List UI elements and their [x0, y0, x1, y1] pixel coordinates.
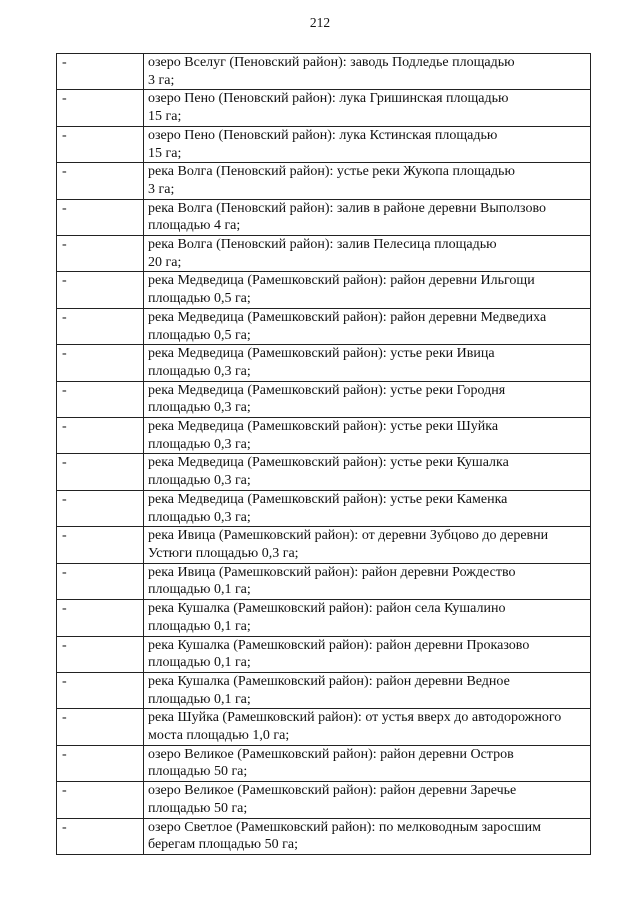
row-marker: -: [57, 563, 144, 599]
row-text-line-1: озеро Великое (Рамешковский район): район деревни Заречье: [148, 783, 517, 799]
row-marker: -: [57, 782, 144, 818]
row-marker: -: [57, 163, 144, 199]
row-text-line-1: озеро Светлое (Рамешковский район): по мелководным заросшим: [148, 819, 541, 835]
row-text-line-1: река Медведица (Рамешковский район): устье реки Ивица: [148, 346, 495, 362]
table-row: [57, 126, 591, 162]
row-text-line-1: река Кушалка (Рамешковский район): район деревни Ведное: [148, 673, 510, 689]
row-marker: -: [57, 381, 144, 417]
row-text: [144, 345, 591, 381]
row-text-line-2: площадью 50 га;: [148, 800, 248, 816]
row-text: [144, 672, 591, 708]
table-row: [57, 418, 591, 454]
row-text: [144, 745, 591, 781]
row-marker: -: [57, 236, 144, 272]
row-marker: -: [57, 345, 144, 381]
table-row: [57, 490, 591, 526]
row-marker: -: [57, 818, 144, 854]
row-marker: -: [57, 418, 144, 454]
row-text-line-1: озеро Великое (Рамешковский район): район деревни Остров: [148, 746, 514, 762]
row-text-line-2: площадью 0,5 га;: [148, 291, 251, 307]
table-row: [57, 454, 591, 490]
locations-table: [56, 53, 591, 855]
row-text-line-2: 20 га;: [148, 254, 182, 270]
row-text-line-2: 3 га;: [148, 72, 175, 88]
table-row: [57, 54, 591, 90]
row-text-line-1: река Медведица (Рамешковский район): район деревни Ильгощи: [148, 273, 535, 289]
page-number: 212: [309, 15, 331, 30]
row-marker: -: [57, 90, 144, 126]
row-text-line-2: площадью 0,3 га;: [148, 363, 251, 379]
row-marker: -: [57, 709, 144, 745]
row-marker: -: [57, 490, 144, 526]
row-text-line-1: река Волга (Пеновский район): залив в районе деревни Выползово: [148, 200, 546, 216]
row-text-line-2: площадью 0,1 га;: [148, 691, 251, 707]
row-text: [144, 272, 591, 308]
table-row: [57, 163, 591, 199]
row-text: [144, 236, 591, 272]
row-marker: -: [57, 454, 144, 490]
row-marker: -: [57, 54, 144, 90]
row-text-line-1: река Медведица (Рамешковский район): устье реки Кушалка: [148, 455, 509, 471]
row-text: [144, 163, 591, 199]
row-text-line-1: река Шуйка (Рамешковский район): от устья вверх до автодорожного: [148, 710, 562, 726]
row-text-line-1: река Волга (Пеновский район): устье реки Жукопа площадью: [148, 164, 515, 180]
row-text: [144, 126, 591, 162]
row-text: [144, 54, 591, 90]
row-text-line-1: озеро Вселуг (Пеновский район): заводь Подледье площадью: [148, 55, 515, 70]
row-text-line-2: площадью 0,1 га;: [148, 582, 251, 598]
row-text-line-1: река Кушалка (Рамешковский район): район села Кушалино: [148, 601, 506, 617]
row-text: [144, 199, 591, 235]
row-marker: -: [57, 745, 144, 781]
row-text-line-2: моста площадью 1,0 га;: [148, 728, 290, 744]
row-text: [144, 454, 591, 490]
row-marker: -: [57, 636, 144, 672]
row-text-line-2: площадью 0,3 га;: [148, 436, 251, 452]
row-text-line-2: площадью 0,5 га;: [148, 327, 251, 343]
table-row: [57, 236, 591, 272]
row-marker: -: [57, 527, 144, 563]
row-text-line-2: 15 га;: [148, 109, 182, 125]
row-text: [144, 782, 591, 818]
row-text-line-1: река Ивица (Рамешковский район): от деревни Зубцово до деревни: [148, 528, 549, 544]
table-row: [57, 90, 591, 126]
table-row: [57, 308, 591, 344]
row-marker: -: [57, 600, 144, 636]
table-row: [57, 636, 591, 672]
row-marker: -: [57, 672, 144, 708]
row-text: [144, 818, 591, 854]
row-text-line-1: река Медведица (Рамешковский район): район деревни Медведиха: [148, 309, 547, 325]
row-text: [144, 600, 591, 636]
row-text-line-2: площадью 0,3 га;: [148, 400, 251, 416]
table-row: [57, 272, 591, 308]
table-body: [57, 54, 591, 855]
row-text-line-1: река Волга (Пеновский район): залив Пелесица площадью: [148, 237, 497, 253]
row-text-line-2: Устюги площадью 0,3 га;: [148, 545, 299, 561]
row-text: [144, 381, 591, 417]
row-text-line-2: 15 га;: [148, 145, 182, 161]
row-text-line-2: площадью 0,1 га;: [148, 618, 251, 634]
row-text-line-1: река Медведица (Рамешковский район): устье реки Городня: [148, 382, 506, 398]
row-marker: -: [57, 126, 144, 162]
table-row: [57, 745, 591, 781]
row-text-line-2: площадью 50 га;: [148, 764, 248, 780]
row-marker: -: [57, 308, 144, 344]
row-text-line-1: река Медведица (Рамешковский район): устье реки Каменка: [148, 491, 508, 507]
table-row: [57, 563, 591, 599]
row-text-line-1: река Ивица (Рамешковский район): район деревни Рождество: [148, 564, 516, 580]
row-text-line-2: площадью 0,3 га;: [148, 473, 251, 489]
row-text: [144, 527, 591, 563]
table-row: [57, 782, 591, 818]
row-text-line-1: озеро Пено (Пеновский район): лука Гришинская площадью: [148, 91, 509, 107]
row-text: [144, 563, 591, 599]
table-row: [57, 381, 591, 417]
table-row: [57, 345, 591, 381]
row-text-line-1: озеро Пено (Пеновский район): лука Кстинская площадью: [148, 127, 498, 143]
table-row: [57, 527, 591, 563]
row-text-line-1: река Кушалка (Рамешковский район): район деревни Проказово: [148, 637, 530, 653]
row-text-line-2: 3 га;: [148, 181, 175, 197]
row-text-line-2: площадью 4 га;: [148, 218, 241, 234]
row-text: [144, 636, 591, 672]
row-marker: -: [57, 272, 144, 308]
row-text: [144, 308, 591, 344]
table-row: [57, 818, 591, 854]
row-text-line-2: берегам площадью 50 га;: [148, 837, 298, 853]
row-text-line-2: площадью 0,1 га;: [148, 655, 251, 671]
row-text: [144, 418, 591, 454]
row-text-line-1: река Медведица (Рамешковский район): устье реки Шуйка: [148, 419, 499, 435]
table-row: [57, 199, 591, 235]
row-text: [144, 90, 591, 126]
table-row: [57, 709, 591, 745]
row-text: [144, 490, 591, 526]
row-marker: -: [57, 199, 144, 235]
row-text: [144, 709, 591, 745]
table-row: [57, 672, 591, 708]
table-row: [57, 600, 591, 636]
row-text-line-2: площадью 0,3 га;: [148, 509, 251, 525]
